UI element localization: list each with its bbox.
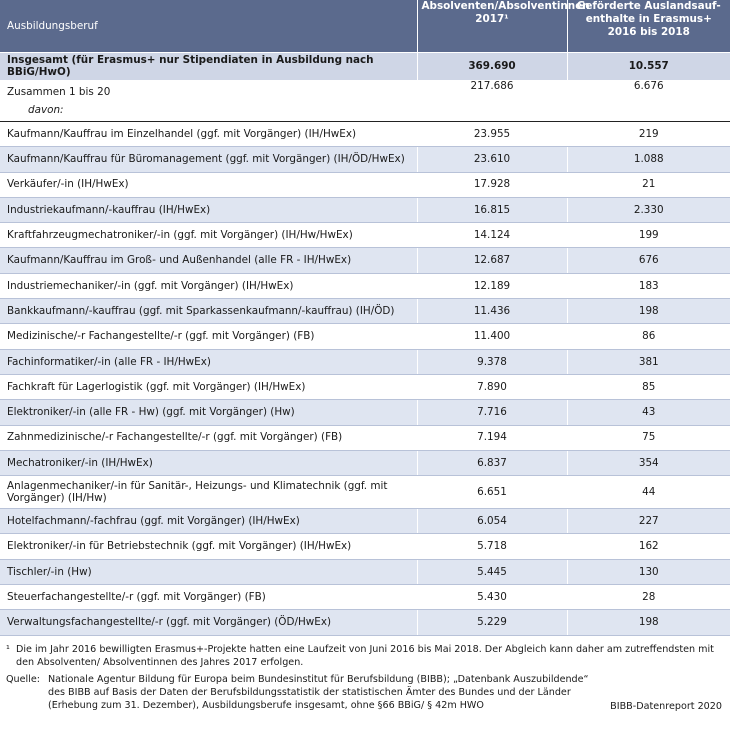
table-row [0,476,730,509]
aufenthalte-cell: 43 [567,400,730,425]
occupation-cell: Medizinische/-r Fachangestellte/-r (ggf. mit Vorgänger) (FB) [0,324,417,349]
subtotal-row [0,80,730,104]
table-row [0,559,730,584]
absolventen-cell: 14.124 [417,223,567,248]
absolventen-cell: 23.955 [417,122,567,147]
header-ausbildungsberuf: Ausbildungsberuf [7,19,98,32]
subtotal-label: Zusammen 1 bis 20 [7,86,111,98]
aufenthalte-cell: 198 [567,610,730,635]
aufenthalte-cell: 28 [567,585,730,610]
footnote-marker: ¹ [6,643,10,655]
table-row [0,400,730,425]
occupation-cell: Kaufmann/Kauffrau im Einzelhandel (ggf. mit Vorgänger) (IH/HwEx) [0,122,417,147]
davon-label: davon: [28,104,64,116]
occupation-cell: Verkäufer/-in (IH/HwEx) [0,172,417,197]
occupation-cell: Industriekaufmann/-kauffrau (IH/HwEx) [0,197,417,222]
table-row [0,450,730,475]
aufenthalte-cell: 354 [567,450,730,475]
absolventen-cell: 6.054 [417,509,567,534]
occupation-cell: Elektroniker/-in für Betriebstechnik (ggf. mit Vorgänger) (IH/HwEx) [0,534,417,559]
subtotal-absolventen: 217.686 [417,80,567,104]
occupation-cell: Kaufmann/Kauffrau für Büromanagement (ggf. mit Vorgänger) (IH/ÖD/HwEx) [0,147,417,172]
aufenthalte-cell: 162 [567,534,730,559]
table-row [0,349,730,374]
table-row [0,299,730,324]
absolventen-cell: 7.194 [417,425,567,450]
summary-rows [0,52,730,122]
aufenthalte-cell: 676 [567,248,730,273]
occupation-cell: Mechatroniker/-in (IH/HwEx) [0,450,417,475]
aufenthalte-cell: 21 [567,172,730,197]
absolventen-cell: 5.430 [417,585,567,610]
absolventen-cell: 6.837 [417,450,567,475]
absolventen-cell: 5.718 [417,534,567,559]
table-row [0,223,730,248]
absolventen-cell: 9.378 [417,349,567,374]
absolventen-cell: 7.716 [417,400,567,425]
absolventen-cell: 12.189 [417,273,567,298]
aufenthalte-cell: 227 [567,509,730,534]
table-row [0,374,730,399]
aufenthalte-cell: 1.088 [567,147,730,172]
total-absolventen: 369.690 [417,52,567,80]
occupation-cell: Steuerfachangestellte/-r (ggf. mit Vorgänger) (FB) [0,585,417,610]
absolventen-cell: 17.928 [417,172,567,197]
header-aufenthalte: Geförderte Auslandsauf- enthalte in Erasmus+ 2016 bis 2018 [567,0,730,52]
absolventen-cell: 11.400 [417,324,567,349]
absolventen-cell: 16.815 [417,197,567,222]
occupation-cell: Elektroniker/-in (alle FR - Hw) (ggf. mit Vorgänger) (Hw) [0,400,417,425]
absolventen-cell: 5.445 [417,559,567,584]
credit-label: BIBB-Datenreport 2020 [610,700,722,712]
table-row [0,122,730,147]
table-row [0,172,730,197]
absolventen-cell: 11.436 [417,299,567,324]
aufenthalte-cell: 219 [567,122,730,147]
occupation-cell: Fachkraft für Lagerlogistik (ggf. mit Vorgänger) (IH/HwEx) [0,374,417,399]
table-row [0,585,730,610]
source-line-3: (Erhebung zum 31. Dezember), Ausbildungsberufe insgesamt, ohne §66 BBiG/ § 42m HWO [48,699,484,711]
aufenthalte-cell: 86 [567,324,730,349]
aufenthalte-cell: 130 [567,559,730,584]
source-line-2: des BIBB auf Basis der Daten der Berufsbildungsstatistik der statistischen Ämter des Bundes und der Länder [48,686,571,698]
aufenthalte-cell: 2.330 [567,197,730,222]
table-row [0,273,730,298]
table-row [0,509,730,534]
aufenthalte-cell: 85 [567,374,730,399]
aufenthalte-cell: 381 [567,349,730,374]
absolventen-cell: 6.651 [417,476,567,509]
occupation-cell: Fachinformatiker/-in (alle FR - IH/HwEx) [0,349,417,374]
occupation-cell: Hotelfachmann/-fachfrau (ggf. mit Vorgänger) (IH/HwEx) [0,509,417,534]
aufenthalte-cell: 199 [567,223,730,248]
table-row [0,610,730,635]
absolventen-cell: 7.890 [417,374,567,399]
occupation-cell: Anlagenmechaniker/-in für Sanitär-, Heizungs- und Klimatechnik (ggf. mit Vorgänger) (IH/Hw) [0,476,417,509]
header-absolventen: Absolventen/Absolventinnen 2017¹ [417,0,567,52]
aufenthalte-cell: 198 [567,299,730,324]
absolventen-cell: 12.687 [417,248,567,273]
aufenthalte-cell: 44 [567,476,730,509]
occupation-cell: Zahnmedizinische/-r Fachangestellte/-r (ggf. mit Vorgänger) (FB) [0,425,417,450]
table-row [0,324,730,349]
occupation-cell: Bankkaufmann/-kauffrau (ggf. mit Sparkassenkaufmann/-kauffrau) (IH/ÖD) [0,299,417,324]
absolventen-cell: 23.610 [417,147,567,172]
table-row [0,197,730,222]
occupation-cell: Industriemechaniker/-in (ggf. mit Vorgänger) (IH/HwEx) [0,273,417,298]
table-header [0,0,730,52]
source-label: Quelle: [6,673,40,685]
table-row [0,248,730,273]
total-label: Insgesamt (für Erasmus+ nur Stipendiaten in Ausbildung nach BBiG/HwO) [7,54,374,79]
table-footer [0,636,730,713]
total-aufenthalte: 10.557 [567,52,730,80]
total-row [0,52,730,80]
occupation-cell: Tischler/-in (Hw) [0,559,417,584]
source-line-1: Nationale Agentur Bildung für Europa beim Bundesinstitut für Berufsbildung (BIBB); „Datenbank Auszubildende“ [48,673,589,685]
table-row [0,425,730,450]
footnote [6,643,726,669]
occupation-cell: Kaufmann/Kauffrau im Groß- und Außenhandel (alle FR - IH/HwEx) [0,248,417,273]
aufenthalte-cell: 75 [567,425,730,450]
occupation-cell: Verwaltungsfachangestellte/-r (ggf. mit Vorgänger) (ÖD/HwEx) [0,610,417,635]
table-row [0,147,730,172]
table-row [0,534,730,559]
aufenthalte-cell: 183 [567,273,730,298]
absolventen-cell: 5.229 [417,610,567,635]
subtotal-aufenthalte: 6.676 [567,80,730,104]
footnote-text: Die im Jahr 2016 bewilligten Erasmus+-Projekte hatten eine Laufzeit von Juni 2016 bis Mai 2018. Der Abgleich kann daher am zutreffendsten mit den Absolventen/ Absolventinnen des Jahres 2017 erfolgen. [16,643,714,668]
occupation-rows [0,122,730,636]
davon-row [0,104,730,121]
occupation-cell: Kraftfahrzeugmechatroniker/-in (ggf. mit Vorgänger) (IH/Hw/HwEx) [0,223,417,248]
